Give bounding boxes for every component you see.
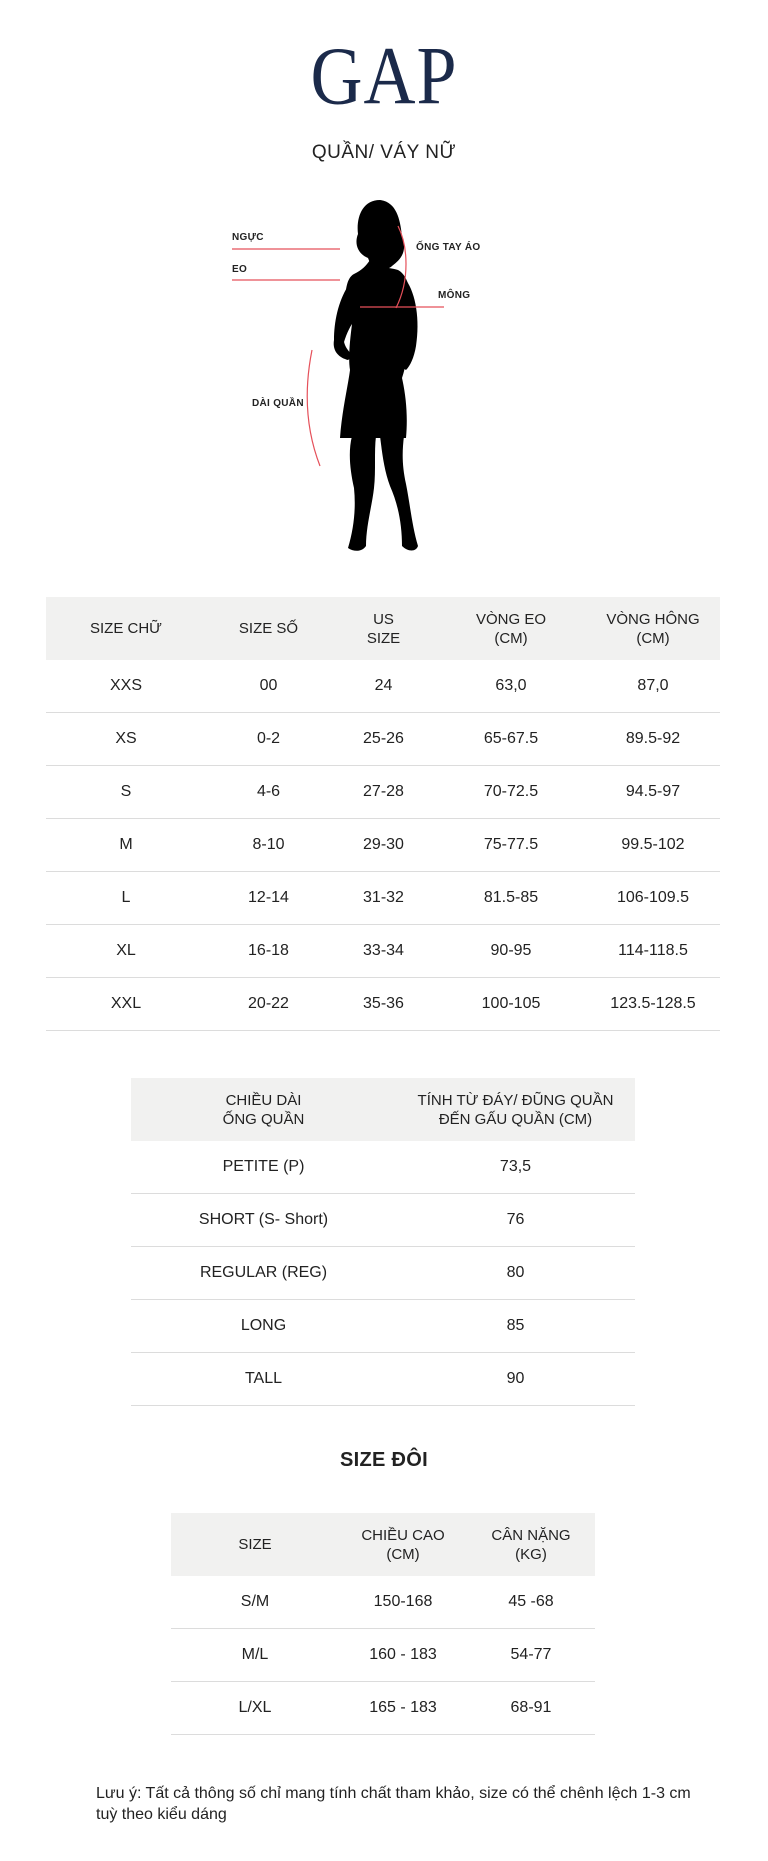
table-cell: 76: [396, 1194, 635, 1247]
table-cell: XL: [46, 925, 206, 978]
table-cell: 89.5-92: [586, 713, 720, 766]
inseam-guide-line: [307, 350, 320, 466]
size-table-header: US SIZE: [331, 597, 436, 660]
table-cell: REGULAR (REG): [131, 1247, 396, 1300]
table-row: [46, 978, 720, 1031]
table-cell: XXL: [46, 978, 206, 1031]
pair-size-table: [171, 1513, 595, 1735]
waist-label: EO: [232, 264, 248, 275]
table-cell: 0-2: [206, 713, 331, 766]
table-cell: L/XL: [171, 1682, 339, 1735]
inseam-label: DÀI QUẦN: [252, 398, 304, 409]
table-cell: 4-6: [206, 766, 331, 819]
chest-label: NGỰC: [232, 232, 264, 243]
table-cell: 54-77: [467, 1629, 595, 1682]
table-row: [46, 872, 720, 925]
table-cell: 24: [331, 660, 436, 713]
pair-table-header: CHIỀU CAO (CM): [339, 1513, 467, 1576]
table-cell: 68-91: [467, 1682, 595, 1735]
table-row: [46, 925, 720, 978]
table-row: [131, 1194, 635, 1247]
table-cell: 99.5-102: [586, 819, 720, 872]
size-table-header: SIZE SỐ: [206, 597, 331, 660]
table-row: [131, 1141, 635, 1194]
table-row: [131, 1353, 635, 1406]
table-cell: 12-14: [206, 872, 331, 925]
table-cell: 90-95: [436, 925, 586, 978]
table-cell: 35-36: [331, 978, 436, 1031]
table-cell: 94.5-97: [586, 766, 720, 819]
table-cell: M: [46, 819, 206, 872]
table-cell: 8-10: [206, 819, 331, 872]
table-cell: L: [46, 872, 206, 925]
table-cell: S: [46, 766, 206, 819]
page-title: QUẦN/ VÁY NỮ: [311, 142, 457, 163]
inseam-length-table: [131, 1078, 635, 1406]
size-table-header-row: [46, 597, 720, 660]
table-cell: 87,0: [586, 660, 720, 713]
body-measurement-figure: [230, 190, 530, 560]
table-cell: XXS: [46, 660, 206, 713]
length-table-header-row: [131, 1078, 635, 1141]
table-row: [171, 1629, 595, 1682]
table-cell: 29-30: [331, 819, 436, 872]
table-cell: 00: [206, 660, 331, 713]
table-row: [171, 1576, 595, 1629]
pair-table-header: SIZE: [171, 1513, 339, 1576]
table-cell: 33-34: [331, 925, 436, 978]
table-cell: 114-118.5: [586, 925, 720, 978]
table-cell: 20-22: [206, 978, 331, 1031]
table-cell: TALL: [131, 1353, 396, 1406]
table-row: [46, 766, 720, 819]
table-cell: 81.5-85: [436, 872, 586, 925]
table-row: [46, 660, 720, 713]
table-cell: 160 - 183: [339, 1629, 467, 1682]
length-table-header: TÍNH TỪ ĐÁY/ ĐŨNG QUẦN ĐẾN GẤU QUẦN (CM): [396, 1078, 635, 1141]
pair-table-header: CÂN NẶNG (KG): [467, 1513, 595, 1576]
pair-size-title: SIZE ĐÔI: [340, 1449, 428, 1471]
table-cell: 27-28: [331, 766, 436, 819]
table-cell: 85: [396, 1300, 635, 1353]
size-table-header: VÒNG EO (CM): [436, 597, 586, 660]
table-row: [171, 1682, 595, 1735]
table-cell: 123.5-128.5: [586, 978, 720, 1031]
table-cell: 80: [396, 1247, 635, 1300]
woman-silhouette: [230, 190, 530, 560]
table-cell: 70-72.5: [436, 766, 586, 819]
table-cell: 100-105: [436, 978, 586, 1031]
table-cell: 73,5: [396, 1141, 635, 1194]
table-row: [131, 1300, 635, 1353]
table-cell: 45 -68: [467, 1576, 595, 1629]
table-row: [131, 1247, 635, 1300]
table-cell: 25-26: [331, 713, 436, 766]
table-cell: XS: [46, 713, 206, 766]
pair-table-header-row: [171, 1513, 595, 1576]
table-cell: 150-168: [339, 1576, 467, 1629]
gap-logo: GAP: [310, 30, 458, 123]
size-table: [46, 597, 720, 1031]
table-cell: PETITE (P): [131, 1141, 396, 1194]
size-table-header: SIZE CHỮ: [46, 597, 206, 660]
length-table-header: CHIỀU DÀI ỐNG QUẦN: [131, 1078, 396, 1141]
disclaimer-note: Lưu ý: Tất cả thông số chỉ mang tính chất tham khảo, size có thể chênh lệch 1-3 cm tuỳ theo kiểu dáng: [96, 1785, 691, 1823]
table-cell: M/L: [171, 1629, 339, 1682]
table-cell: SHORT (S- Short): [131, 1194, 396, 1247]
table-cell: LONG: [131, 1300, 396, 1353]
table-cell: 65-67.5: [436, 713, 586, 766]
hip-label: MÔNG: [438, 290, 471, 301]
table-row: [46, 713, 720, 766]
table-cell: 106-109.5: [586, 872, 720, 925]
table-cell: 31-32: [331, 872, 436, 925]
table-cell: 63,0: [436, 660, 586, 713]
table-row: [46, 819, 720, 872]
table-cell: 90: [396, 1353, 635, 1406]
table-cell: 16-18: [206, 925, 331, 978]
sleeve-label: ỐNG TAY ÁO: [416, 242, 481, 253]
table-cell: S/M: [171, 1576, 339, 1629]
table-cell: 165 - 183: [339, 1682, 467, 1735]
table-cell: 75-77.5: [436, 819, 586, 872]
size-table-header: VÒNG HÔNG (CM): [586, 597, 720, 660]
